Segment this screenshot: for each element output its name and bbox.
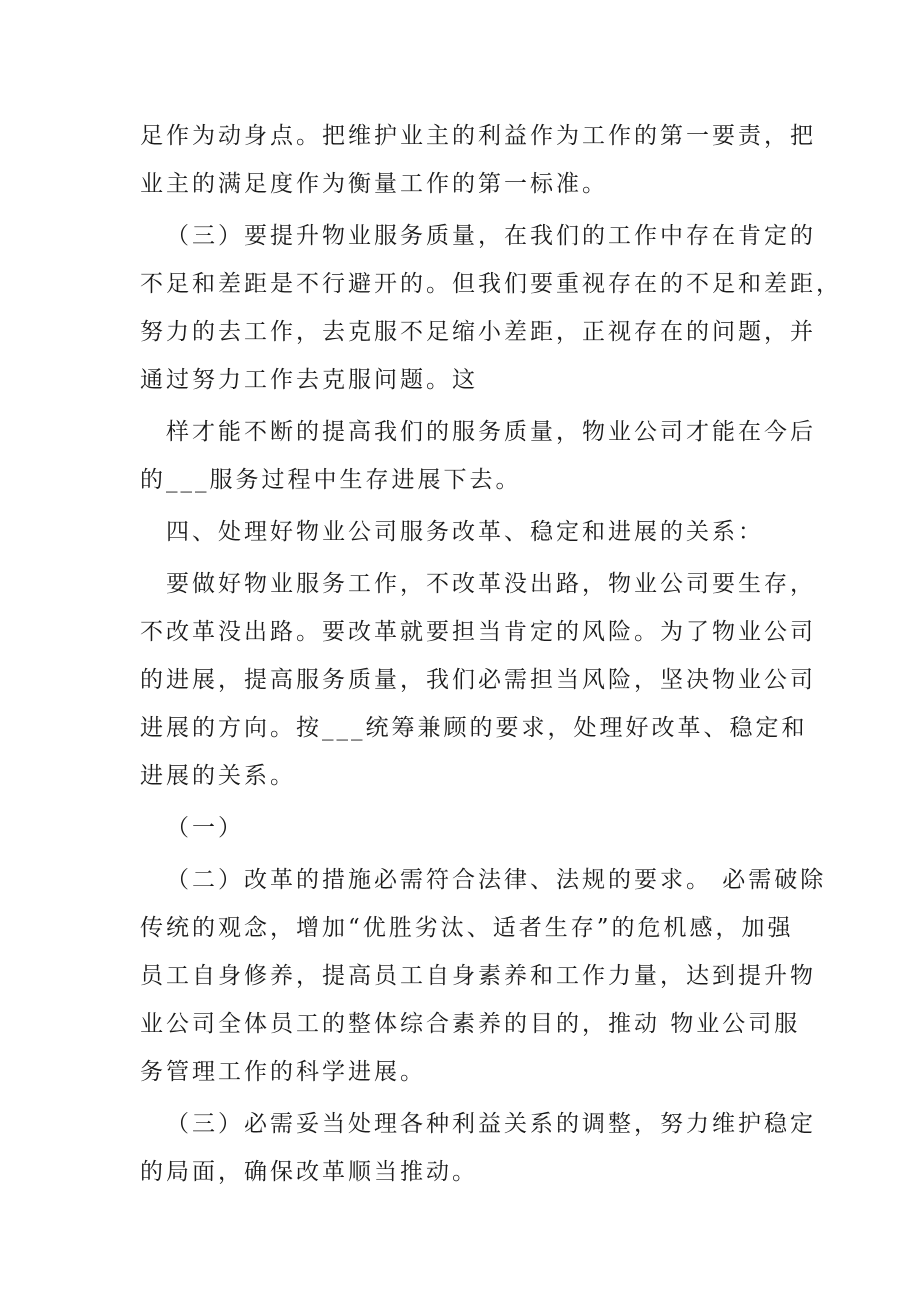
paragraph-6 <box>140 804 790 852</box>
text-line: 的___服务过程中生存进展下去。 <box>140 467 522 493</box>
paragraph-4-heading <box>140 508 790 556</box>
text-line: 努力的去工作，去克服不足缩小差距，正视存在的问题，并 <box>140 319 816 345</box>
text-line: 的进展，提高服务质量，我们必需担当风险，坚决物业公司 <box>140 667 816 693</box>
text-line: 进展的方向。按___统筹兼顾的要求，处理好改革、稳定和 <box>140 715 808 741</box>
paragraph-1 <box>140 112 816 208</box>
text-line: （二）改革的措施必需符合法律、法规的要求。 必需破除 <box>166 867 827 893</box>
text-line: （一） <box>166 815 244 841</box>
paragraph-5 <box>140 560 816 800</box>
paragraph-8 <box>140 1100 816 1196</box>
text-line: 传统的观念，增加“优胜劣汰、适者生存”的危机感，加强 <box>140 915 794 941</box>
text-line: （三）要提升物业服务质量，在我们的工作中存在肯定的 <box>166 223 816 249</box>
document-body <box>140 112 842 1196</box>
text-line: 不改革没出路。要改革就要担当肯定的风险。为了物业公司 <box>140 619 816 645</box>
text-line: 的局面，确保改革顺当推动。 <box>140 1159 478 1185</box>
text-line: 通过努力工作去克服问题。这 <box>140 367 478 393</box>
paragraph-2 <box>140 212 842 404</box>
paragraph-7 <box>140 856 827 1096</box>
text-line: 业主的满足度作为衡量工作的第一标准。 <box>140 171 608 197</box>
text-line: 足作为动身点。把维护业主的利益作为工作的第一要责，把 <box>140 123 816 149</box>
text-line: 业公司全体员工的整体综合素养的目的，推动 物业公司服 <box>140 1011 801 1037</box>
text-line: 要做好物业服务工作，不改革没出路，物业公司要生存， <box>166 571 816 597</box>
text-line: 进展的关系。 <box>140 763 296 789</box>
text-line: 务管理工作的科学进展。 <box>140 1059 426 1085</box>
text-line: 样才能不断的提高我们的服务质量，物业公司才能在今后 <box>166 419 816 445</box>
text-line: 员工自身修养，提高员工自身素养和工作力量，达到提升物 <box>140 963 816 989</box>
section-heading: 四、处理好物业公司服务改革、稳定和进展的关系： <box>166 519 764 545</box>
text-line: 不足和差距是不行避开的。但我们要重视存在的不足和差距， <box>140 271 842 297</box>
paragraph-3 <box>140 408 816 504</box>
text-line: （三）必需妥当处理各种利益关系的调整，努力维护稳定 <box>166 1111 816 1137</box>
